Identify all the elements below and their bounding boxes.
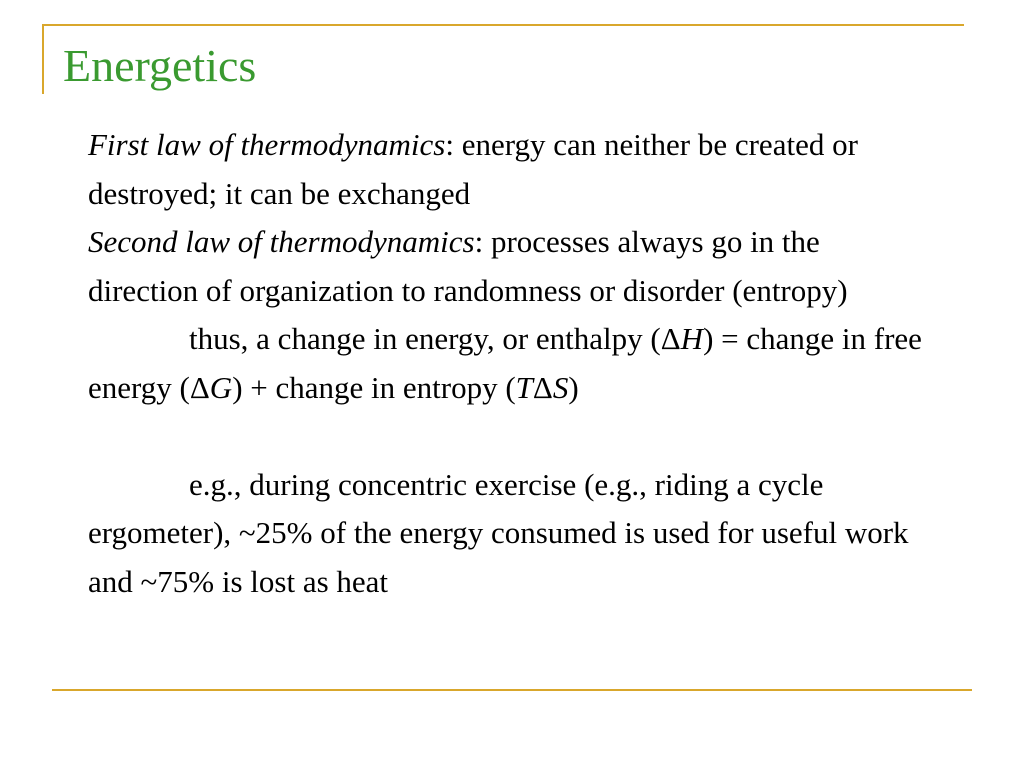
left-accent-line — [42, 24, 44, 94]
slide-body — [88, 121, 936, 606]
delta-symbol: Δ — [532, 369, 553, 405]
example-paragraph — [88, 461, 936, 607]
example-text: e.g., during concentric exercise (e.g., riding a cycle ergometer), ~25% of the energy consumed is used for useful work and ~75% is lost as heat — [88, 466, 909, 599]
first-law-paragraph — [88, 121, 936, 218]
first-law-text: : energy can neither be created or destroyed; it can be exchanged — [88, 127, 858, 211]
second-law-term: Second law of thermodynamics — [88, 224, 475, 259]
entropy-s-symbol: S — [552, 369, 569, 405]
blank-line — [88, 412, 936, 461]
second-law-text: : processes always go in the direction of organization to randomness or disorder (entropy) — [88, 224, 848, 308]
enthalpy-text-3: ) + change in entropy ( — [232, 369, 516, 405]
first-law-term: First law of thermodynamics — [88, 127, 446, 162]
slide-title: Energetics — [63, 40, 257, 91]
enthalpy-text-5: ) — [568, 369, 579, 405]
enthalpy-paragraph — [88, 315, 936, 412]
second-law-paragraph — [88, 218, 936, 315]
bottom-accent-line — [52, 689, 972, 691]
enthalpy-text-1: thus, a change in energy, or enthalpy (Δ — [189, 321, 681, 356]
free-energy-g-symbol: G — [209, 369, 233, 405]
temperature-t-symbol: T — [515, 369, 533, 405]
enthalpy-text-2: ) = change in free energy (Δ — [88, 321, 922, 405]
enthalpy-h-symbol: H — [680, 321, 704, 356]
top-accent-line — [42, 24, 964, 26]
